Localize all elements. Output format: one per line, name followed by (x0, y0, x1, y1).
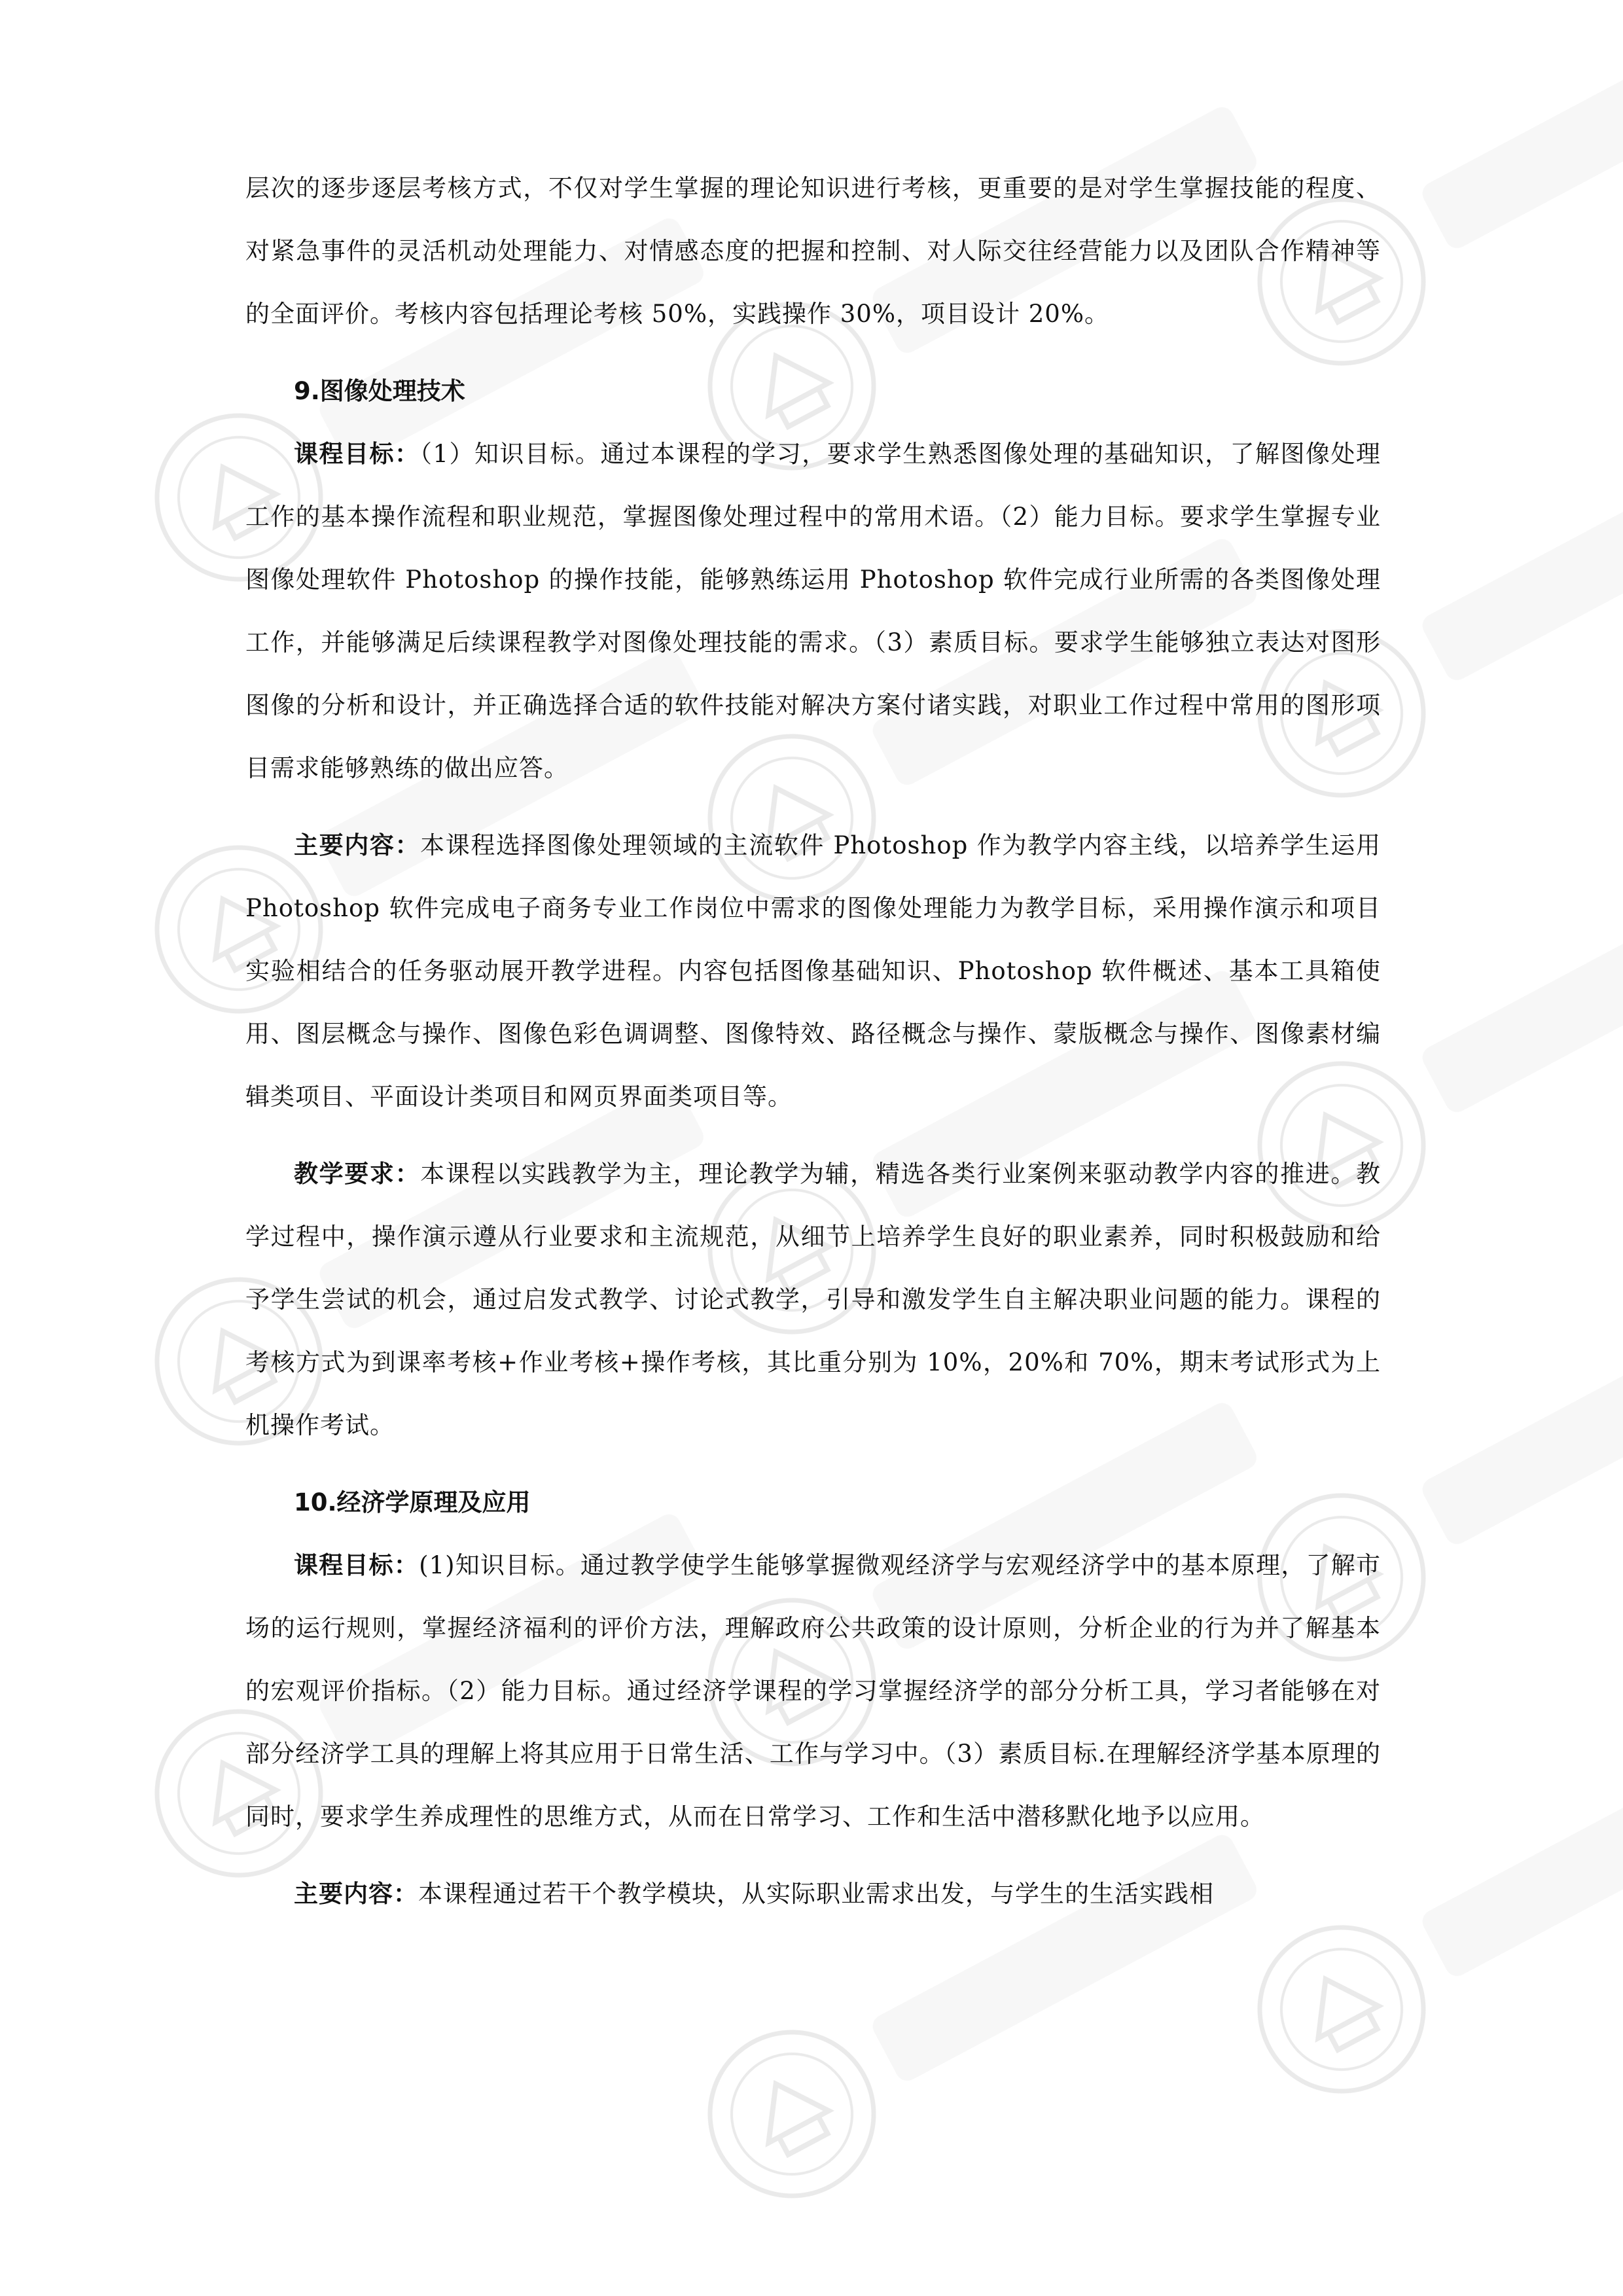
paragraph-assessment-continuation (245, 157, 1381, 346)
paragraph-text: 层次的逐步逐层考核方式，不仅对学生掌握的理论知识进行考核，更重要的是对学生掌握技能的程度、对紧急事件的灵活机动处理能力、对情感态度的把握和控制、对人际交往经营能力以及团队合作精神等的全面评价。考核内容包括理论考核 50%，实践操作 30%，项目设计 20%。 (245, 174, 1381, 328)
paragraph-lead-label: 主要内容： (294, 831, 421, 859)
paragraph-text: 本课程通过若干个教学模块，从实际职业需求出发，与学生的生活实践相 (418, 1880, 1214, 1908)
paragraph-course-objectives (245, 1534, 1381, 1848)
paragraph-lead-label: 教学要求： (294, 1160, 421, 1188)
paragraph-main-content (245, 1863, 1381, 1926)
paragraph-main-content (245, 814, 1381, 1128)
paragraph-teaching-requirements (245, 1143, 1381, 1457)
paragraph-lead-label: 课程目标： (294, 440, 420, 468)
document-body (245, 157, 1381, 1940)
paragraph-lead-label: 主要内容： (294, 1880, 418, 1908)
paragraph-text: (1)知识目标。通过教学使学生能够掌握微观经济学与宏观经济学中的基本原理，了解市场的运行规则，掌握经济福利的评价方法，理解政府公共政策的设计原则，分析企业的行为并了解基本的宏观评价指标。（2）能力目标。通过经济学课程的学习掌握经济学的部分分析工具，学习者能够在对部分经济学工具的理解上将其应用于日常生活、工作与学习中。（3）素质目标.在理解经济学基本原理的同时，要求学生养成理性的思维方式，从而在日常学习、工作和生活中潜移默化地予以应用。 (245, 1551, 1381, 1831)
section-heading-image-processing: 9.图像处理技术 (294, 377, 465, 405)
paragraph-text: （1）知识目标。通过本课程的学习，要求学生熟悉图像处理的基础知识，了解图像处理工作的基本操作流程和职业规范，掌握图像处理过程中的常用术语。（2）能力目标。要求学生掌握专业图像处理软件 Photoshop 的操作技能，能够熟练运用 Photoshop 软件完成行业所需的各类图像处理工作，并能够满足后续课程教学对图像处理技能的需求。（3）素质目标。要求学生能够独立表达对图形图像的分析和设计，并正确选择合适的软件技能对解决方案付诸实践，对职业工作过程中常用的图形项目需求能够熟练的做出应答。 (245, 440, 1381, 782)
paragraph-course-objectives (245, 423, 1381, 800)
section-heading-economics: 10.经济学原理及应用 (294, 1488, 531, 1516)
paragraph-text: 本课程以实践教学为主，理论教学为辅，精选各类行业案例来驱动教学内容的推进。教学过程中，操作演示遵从行业要求和主流规范，从细节上培养学生良好的职业素养，同时积极鼓励和给予学生尝试的机会，通过启发式教学、讨论式教学，引导和激发学生自主解决职业问题的能力。课程的考核方式为到课率考核+作业考核+操作考核，其比重分别为 10%，20%和 70%，期末考试形式为上机操作考试。 (245, 1160, 1382, 1439)
paragraph-text: 本课程选择图像处理领域的主流软件 Photoshop 作为教学内容主线，以培养学生运用 Photoshop 软件完成电子商务专业工作岗位中需求的图像处理能力为教学目标，采用操作演示和项目实验相结合的任务驱动展开教学进程。内容包括图像基础知识、Photoshop 软件概述、基本工具箱使用、图层概念与操作、图像色彩色调调整、图像特效、路径概念与操作、蒙版概念与操作、图像素材编辑类项目、平面设计类项目和网页界面类项目等。 (245, 831, 1382, 1111)
paragraph-lead-label: 课程目标： (294, 1551, 419, 1579)
